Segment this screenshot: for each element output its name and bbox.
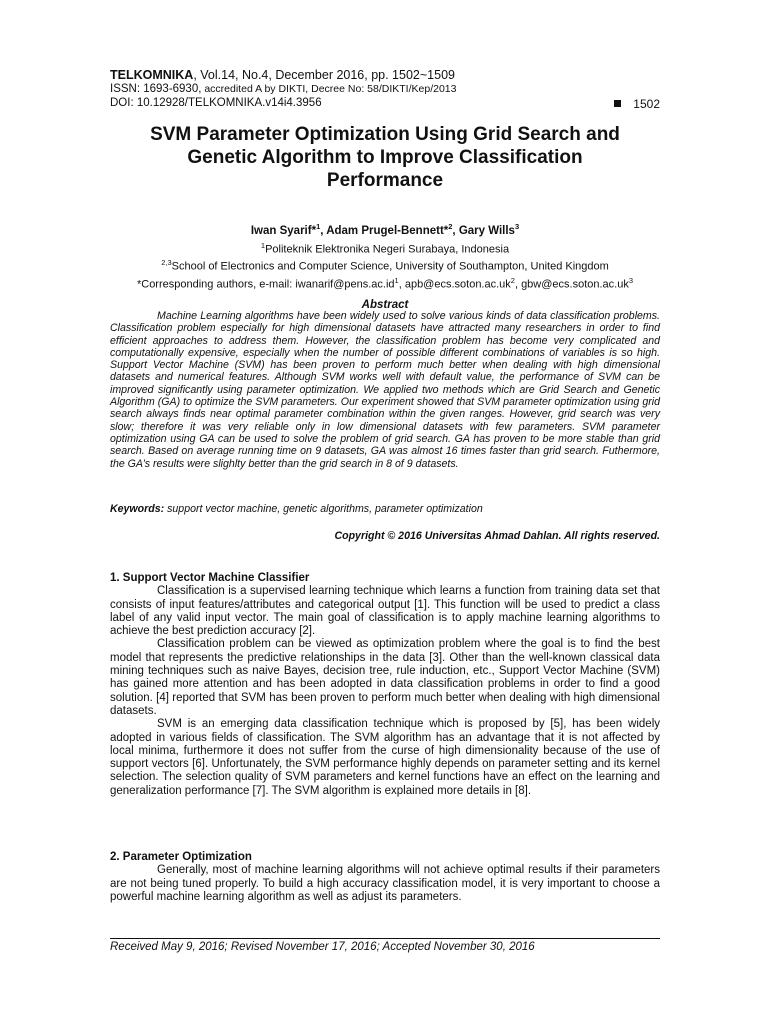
copyright-notice: Copyright © 2016 Universitas Ahmad Dahlan. All rights reserved. <box>334 530 660 542</box>
corresponding-authors <box>110 274 660 292</box>
affiliation-2-text: School of Electronics and Computer Science, University of Southampton, United Kingdom <box>171 261 609 274</box>
corr-email-2: , apb@ecs.soton.ac.uk <box>398 278 511 291</box>
author-1: Iwan Syarif* <box>250 224 317 237</box>
corr-email-3: , gbw@ecs.soton.ac.uk <box>514 278 629 291</box>
corr-email-1: *Corresponding authors, e-mail: iwanarif@pens.ac.id <box>136 278 395 291</box>
corr-sup-3: 3 <box>628 276 634 286</box>
doi-line <box>110 96 660 110</box>
section-1-paragraph: Classification problem can be viewed as optimization problem where the goal is to find the best model that represents the predictive relationships in the data [3]. Other than the well-known classical data mining techniques such as naive Bayes, decision tree, rule induction, etc., Support Vector Machine (SVM) has gained more attention and has been adopted in data classification problems in order to find a good solution. [4] reported that SVM has been proven to perform much better when dealing with high dimensional datasets. <box>110 638 660 717</box>
section-1-heading: 1. Support Vector Machine Classifier <box>110 572 310 584</box>
affiliation-2 <box>110 256 660 274</box>
footer-divider <box>110 938 660 939</box>
author-2-sup: 2 <box>448 222 453 231</box>
keywords-label: Keywords: <box>110 503 165 515</box>
doi: DOI: 10.12928/TELKOMNIKA.v14i4.3956 <box>110 97 322 109</box>
author-block <box>110 219 660 292</box>
affiliation-1-sup: 1 <box>260 240 266 250</box>
journal-volume: , Vol.14, No.4, December 2016, pp. 1502~1509 <box>193 68 455 82</box>
received-dates: Received May 9, 2016; Revised November 17, 2016; Accepted November 30, 2016 <box>110 941 535 953</box>
section-2-heading: 2. Parameter Optimization <box>110 851 252 863</box>
corr-sup-2: 2 <box>510 276 515 286</box>
affiliation-1-text: Politeknik Elektronika Negeri Surabaya, Indonesia <box>265 243 510 256</box>
journal-header <box>110 68 660 110</box>
issn: ISSN: 1693-6930, <box>110 83 202 95</box>
author-separator: , <box>452 224 459 237</box>
affiliation-1 <box>110 239 660 257</box>
keywords-text: support vector machine, genetic algorithms, parameter optimization <box>164 503 483 515</box>
abstract-heading: Abstract <box>361 299 409 311</box>
paper-title <box>110 123 660 192</box>
author-1-sup: 1 <box>316 222 321 231</box>
title-line: Performance <box>326 170 444 191</box>
page-number <box>614 97 660 111</box>
issn-line <box>110 82 660 96</box>
square-bullet-icon <box>614 100 621 107</box>
keywords <box>110 503 660 515</box>
page-number-value: 1502 <box>633 97 660 111</box>
author-2: Adam Prugel-Bennett* <box>326 224 449 237</box>
section-1-paragraph: SVM is an emerging data classification technique which is proposed by [5], has been widely adopted in various fields of classification. The SVM algorithm has an advantage that it is not affected by local minima, furthermore it does not suffer from the curse of high dimensionality because of the use of support vectors [6]. Unfortunately, the SVM performance highly depends on parameter setting and its kernel selection. The selection quality of SVM parameters and kernel functions have an effect on the learning and generalization performance [7]. The SVM algorithm is explained more details in [8]. <box>110 718 660 797</box>
section-1-paragraph: Classification is a supervised learning technique which learns a function from training data set that consists of input features/attributes and categorical output [1]. This function will be used to predict a class label of any valid input vector. The main goal of classification is to apply machine learning algorithms to achieve the best prediction accuracy [2]. <box>110 585 660 638</box>
section-1 <box>110 572 660 798</box>
section-2-paragraph: Generally, most of machine learning algorithms will not achieve optimal results if their parameters are not being tuned properly. To build a high accuracy classification model, it is very important to choose a powerful machine learning algorithm as well as adjust its parameters. <box>110 864 660 903</box>
section-2 <box>110 851 660 904</box>
corr-sup-1: 1 <box>394 276 399 286</box>
journal-citation-line <box>110 68 660 82</box>
accreditation: accredited A by DIKTI, Decree No: 58/DIKTI/Kep/2013 <box>201 83 457 95</box>
author-names <box>110 219 660 239</box>
affiliation-2-sup: 2,3 <box>161 258 172 268</box>
title-line: Genetic Algorithm to Improve Classification <box>187 147 583 168</box>
abstract-text: Machine Learning algorithms have been widely used to solve various kinds of data classification problems. Classification problem especially for high dimensional datasets have attracted many researchers in order to find efficient approaches to address them. However, the classification problem has become very complicated and computationally expensive, especially when the number of possible different combinations of variables is so high. Support Vector Machine (SVM) has been proven to perform much better when dealing with high dimensional datasets and numerical features. Although SVM works well with default value, the performance of SVM can be improved significantly using parameter optimization. We applied two methods which are Grid Search and Genetic Algorithm (GA) to optimize the SVM parameters. Our experiment showed that SVM parameter optimization using grid search always finds near optimal parameter combination within the given ranges. However, grid search was very slow; therefore it was very reliable only in low dimensional datasets with few parameters. SVM parameter optimization using GA can be used to solve the problem of grid search. GA has proven to be more stable than grid search. Based on average running time on 9 datasets, GA was almost 16 times faster than grid search. Futhermore, the GA’s results were slighlty better than the grid search in 8 of 9 datasets. <box>110 310 660 470</box>
author-separator: , <box>320 224 327 237</box>
author-3: Gary Wills <box>458 224 515 237</box>
journal-name: TELKOMNIKA <box>110 68 194 82</box>
title-line: SVM Parameter Optimization Using Grid Search and <box>150 124 620 145</box>
author-3-sup: 3 <box>514 222 520 231</box>
